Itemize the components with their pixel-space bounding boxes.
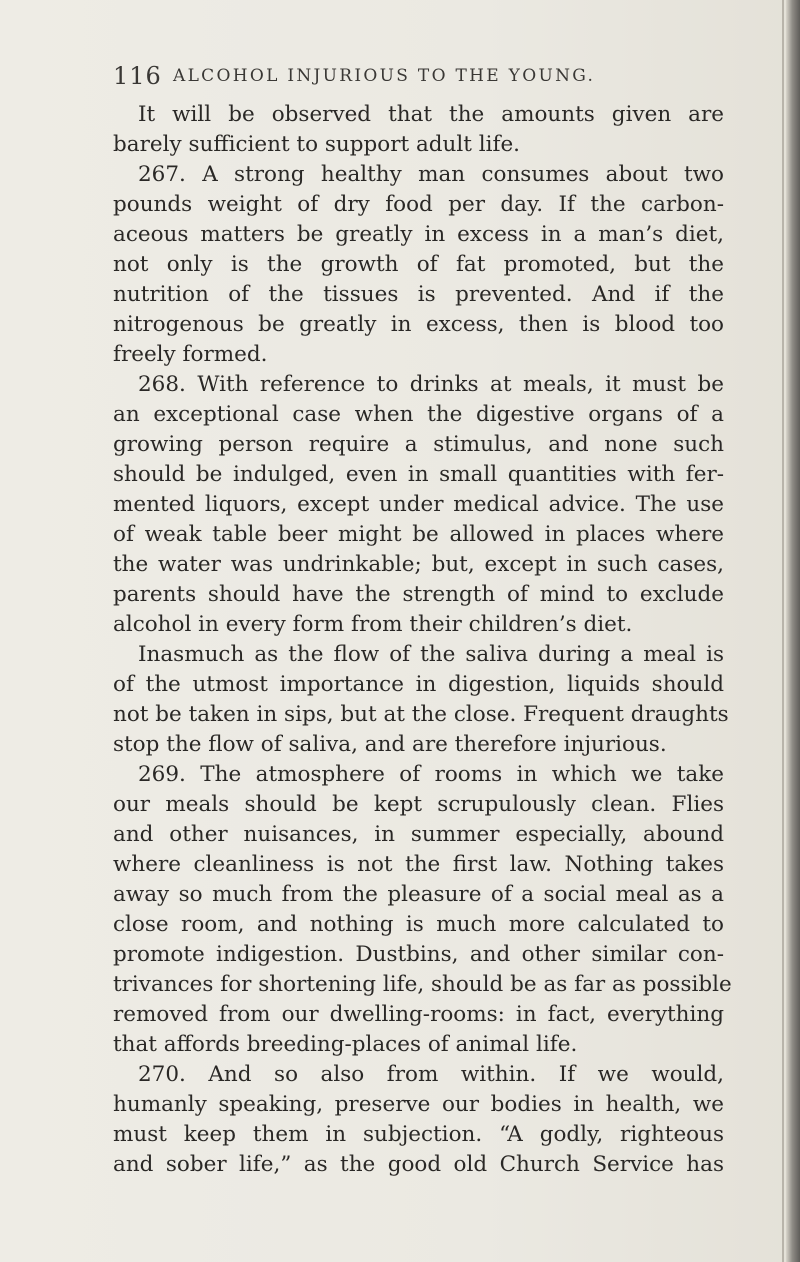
text-line-29: promote indigestion. Dustbins, and other similar con- xyxy=(113,942,724,967)
page-gutter-shadow xyxy=(786,0,800,1262)
text-line-28: close room, and nothing is much more calculated to xyxy=(113,912,724,937)
running-head xyxy=(113,62,753,92)
text-line-11: an exceptional case when the digestive organs of a xyxy=(113,402,724,427)
text-line-3: 267. A strong healthy man consumes about two xyxy=(138,162,724,187)
running-title: ALCOHOL INJURIOUS TO THE YOUNG. xyxy=(173,66,596,86)
text-line-13: should be indulged, even in small quantities with fer- xyxy=(113,462,724,487)
text-line-9: freely formed. xyxy=(113,342,268,367)
text-line-23: 269. The atmosphere of rooms in which we take xyxy=(138,762,724,787)
text-line-32: that affords breeding-places of animal life. xyxy=(113,1032,578,1057)
text-line-6: not only is the growth of fat promoted, but the xyxy=(113,252,724,277)
text-line-15: of weak table beer might be allowed in places where xyxy=(113,522,724,547)
text-line-8: nitrogenous be greatly in excess, then is blood too xyxy=(113,312,724,337)
text-line-35: must keep them in subjection. “A godly, righteous xyxy=(113,1122,724,1147)
text-line-5: aceous matters be greatly in excess in a man’s diet, xyxy=(113,222,724,247)
text-line-22: stop the flow of saliva, and are therefore injurious. xyxy=(113,732,667,757)
text-line-36: and sober life,” as the good old Church Service has xyxy=(113,1152,724,1177)
text-line-16: the water was undrinkable; but, except in such cases, xyxy=(113,552,724,577)
text-line-33: 270. And so also from within. If we would, xyxy=(138,1062,724,1087)
page-number: 116 xyxy=(113,62,162,90)
text-line-24: our meals should be kept scrupulously clean. Flies xyxy=(113,792,724,817)
text-line-2: barely sufficient to support adult life. xyxy=(113,132,520,157)
text-line-21: not be taken in sips, but at the close. Frequent draughts xyxy=(113,702,729,727)
text-line-1: It will be observed that the amounts given are xyxy=(138,102,724,127)
text-line-34: humanly speaking, preserve our bodies in health, we xyxy=(113,1092,724,1117)
text-line-30: trivances for shortening life, should be as far as possible xyxy=(113,972,732,997)
text-line-4: pounds weight of dry food per day. If the carbon- xyxy=(113,192,724,217)
text-line-7: nutrition of the tissues is prevented. And if the xyxy=(113,282,724,307)
text-line-14: mented liquors, except under medical advice. The use xyxy=(113,492,724,517)
text-line-18: alcohol in every form from their children’s diet. xyxy=(113,612,633,637)
page-edge-line xyxy=(782,0,784,1262)
text-line-26: where cleanliness is not the first law. Nothing takes xyxy=(113,852,724,877)
text-line-27: away so much from the pleasure of a social meal as a xyxy=(113,882,724,907)
text-line-10: 268. With reference to drinks at meals, it must be xyxy=(138,372,724,397)
text-line-25: and other nuisances, in summer especially, abound xyxy=(113,822,724,847)
text-line-17: parents should have the strength of mind to exclude xyxy=(113,582,724,607)
text-line-31: removed from our dwelling-rooms: in fact, everything xyxy=(113,1002,724,1027)
text-line-12: growing person require a stimulus, and none such xyxy=(113,432,724,457)
text-line-20: of the utmost importance in digestion, liquids should xyxy=(113,672,724,697)
text-line-19: Inasmuch as the flow of the saliva during a meal is xyxy=(138,642,724,667)
